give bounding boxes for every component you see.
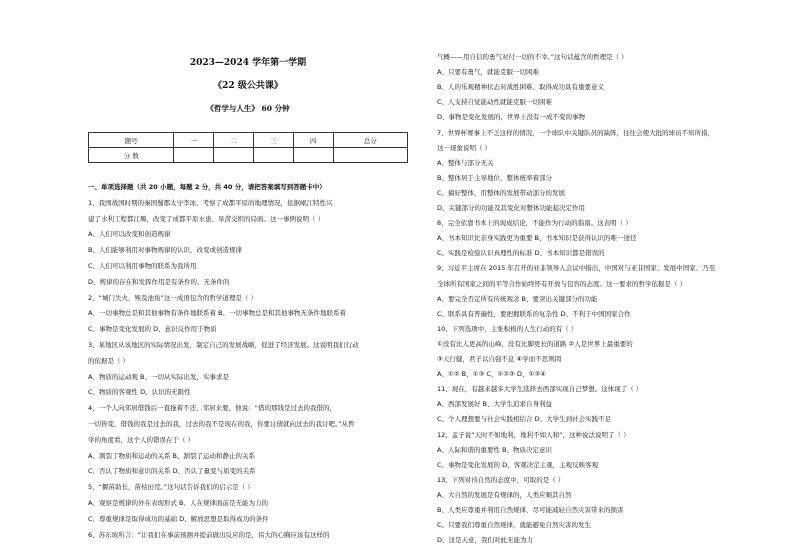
table-cell: 总分 [333, 133, 407, 148]
text-line: 全球所有国家之间的平等合作始终怀有开放与包容的态度。这一要求的哲学依据是（ ） [437, 279, 687, 288]
subject-duration: 《哲学与人生》 60 分钟 [206, 104, 290, 113]
text-line: 学的角度看，这个人的错误在于（ ） [88, 435, 195, 444]
text-line: 9、习近平主席在 2015 年召开的亚非领导人会议中指出，中国对与亚非国家、发展中国家、乃至 [437, 264, 716, 273]
text-line: 4、一个人向邻居借钱后一直拖着不还，邻居来要，他说：“借的那钱是过去的我借的， [88, 404, 337, 413]
text-line: D、关键部分的功能及其变化对整体功能起决定作用 [437, 204, 586, 212]
score-input-cell[interactable] [333, 148, 407, 163]
text-line: C、联系具有普遍性，要把握联系的复杂性 D、不利于中国国家合作 [437, 309, 631, 318]
text-line: 7、世界杯赛事上不乏这样的情况，一个球队中关键队员的缺阵，往往会使大批的球员不知所措， [437, 128, 715, 137]
text-line: A、①② B、①③ C、①②③ D、①③④ [437, 370, 546, 379]
score-table-header-row [89, 133, 408, 148]
text-line: 一、单项选择题（共 20 小题，每题 2 分，共 40 分，请把答案填写到答题卡中） [88, 183, 326, 191]
score-input-cell[interactable] [174, 148, 214, 163]
text-line: C、只要我们尊重自然规律，就能避免自然灾害的发生 [437, 521, 592, 530]
text-line: A、书本知识比亲身实践更为重要 B、书本知识是获得认识的唯一途径 [437, 234, 637, 243]
text-line: C、人支持自觉能动性就能克服一切困难 [437, 98, 553, 107]
text-line: C、人们可以利用事物的联系为我所用 [88, 262, 197, 270]
table-cell: 一 [174, 133, 214, 148]
text-line: A、观察是规律的外在表现形式 B、人在规律面前是无能为力的 [88, 499, 268, 507]
text-line: 3、某地区从该地区的实际情况出发，制定自己的发展战略，促进了经济发展。这说明我们行动 [88, 341, 359, 349]
text-line: D、这是天意，我们对此无能为力 [437, 536, 534, 545]
text-line: 6、苏东坡所言：“让我们在事前预测并提前做出反应的是，伟大的心胸应该有这样的 [88, 530, 330, 539]
text-line: 13、下列对待自然的态度中，可取的是（ ） [437, 475, 565, 484]
score-table-score-row [89, 148, 408, 163]
text-line: C、个人理想要与社会实践相结合 D、大学生到社会实践不足 [437, 415, 612, 424]
table-cell: 四 [293, 133, 333, 148]
text-line: A、物质的运动观 B、一切从实际出发，实事求是 [88, 372, 229, 381]
text-line: 8、完全依靠书本上的现成结论，不能作为行动的指南。这表明（ ） [437, 219, 632, 228]
table-cell: 三 [253, 133, 293, 148]
score-input-cell[interactable] [214, 148, 254, 163]
text-line: 5、“揠苗助长，苗枯田荒。”这句话告诉我们的启示是（ ） [88, 483, 254, 492]
text-line: A、人际和谐的重要性 B、物质决定意识 [437, 445, 552, 454]
text-line: 12、孟子说“天时不如地利，地利不如人和”，这种说法说明了（ ） [437, 430, 630, 439]
text-line: 1、我国战国时期的秦国蜀郡太守李冰，考察了成都平原的地理情况，依据岷江特性兴 [88, 198, 333, 207]
text-line: 这一现象说明（ ） [437, 143, 492, 152]
text-line: C、物质的客观性 D、认识的无限性 [88, 388, 191, 397]
text-line: A、要完全否定所有传统观念 B、要突出关键部分的功能 [437, 294, 598, 303]
text-line: A、只要有勇气，就能克服一切困难 [437, 68, 539, 77]
text-line: 2、“城门失火，殃及池鱼”这一成语包含的哲学道理是（ ） [88, 293, 257, 302]
text-line: B、人们能够利用对事物规律的认识，改变或创造规律 [88, 246, 242, 255]
table-cell: 题号 [89, 133, 174, 148]
text-line: D、规律的存在和发挥作用是有条件的、无条件的 [88, 277, 230, 286]
text-line: A、割裂了物质和运动的关系 B、割裂了运动和静止的关系 [88, 451, 255, 460]
score-input-cell[interactable] [253, 148, 293, 163]
table-cell: 二 [214, 133, 254, 148]
text-line: C、事物是变化发展的 D、意识反作用于物质 [88, 325, 217, 334]
text-line: C、实践是检验认识真理性的标准 D、书本知识都是错误的 [437, 249, 605, 258]
score-table [88, 132, 408, 163]
text-line: D、事物是变化发展的，世界上没有一成不变的事物 [437, 113, 586, 122]
text-line: 10、下列选项中，主张积极的人生行动的有（ ） [437, 324, 578, 333]
text-line: A、大自然的发展是有规律的，人类应顺其自然 [437, 490, 572, 499]
text-line: ①没有比人更高的山峰，没有比脚更长的道路 ②人是世界上最重要的 [437, 339, 633, 348]
text-line: B、人类应尊重并利用自然规律，尽可能减轻自然灾害带来的损害 [437, 506, 624, 514]
text-line: A、一切事物总是和其他事物有条件地联系着 B、一切事物总是和其他事物无条件地联系着 [88, 309, 346, 318]
text-line: ③天行健，君子以自强不息 ④学而不思则罔 [437, 355, 562, 363]
text-line: 建了水利工程都江堰，改变了成都平原水患、旱涝交织的局面。这一事例说明（ ） [88, 214, 325, 223]
text-line: 的依据是（ ） [88, 356, 130, 365]
table-cell: 分 数 [89, 148, 174, 163]
text-line: C、否认了物质和意识的关系 D、否认了量变与质变的关系 [88, 467, 256, 476]
course-title: 《22 级公共课》 [213, 81, 283, 91]
text-line: B、整体居于主导地位，整体统率着部分 [437, 173, 552, 182]
text-line: C、尊重规律是取得成功的基础 D、解放思想是取得成功的条件 [88, 514, 269, 523]
text-line: A、西部发展好 B、大学生追求自身利益 [437, 400, 552, 409]
text-line: A、整体与部分无关 [437, 158, 494, 167]
exam-term-title: 2023—2024 学年第一学期 [189, 58, 307, 68]
text-line: C、事物是变化发展的 D、客观决定主观，主观反映客观 [437, 460, 599, 469]
text-line: 一切皆变，借钱的我是过去的我，过去的我不是现在的我，你要讨债就向过去的我讨吧。”从哲 [88, 420, 355, 428]
text-line: 11、现在，有越来越多大学生选择去西部实现自己梦想。这体现了（ ） [437, 385, 643, 394]
text-line: C、搞好整体，用整体的发展带动部分的发展 [437, 188, 566, 197]
text-line: A、人们可以改变和创造规律 [88, 230, 171, 239]
text-line: 气概——用自信的勇气对付一切的不幸。”这句话蕴含的哲理是（ ） [437, 53, 628, 61]
text-line: B、人的乐观精神状态对战胜困难、取得成功具有重要意义 [437, 83, 604, 92]
score-input-cell[interactable] [293, 148, 333, 163]
